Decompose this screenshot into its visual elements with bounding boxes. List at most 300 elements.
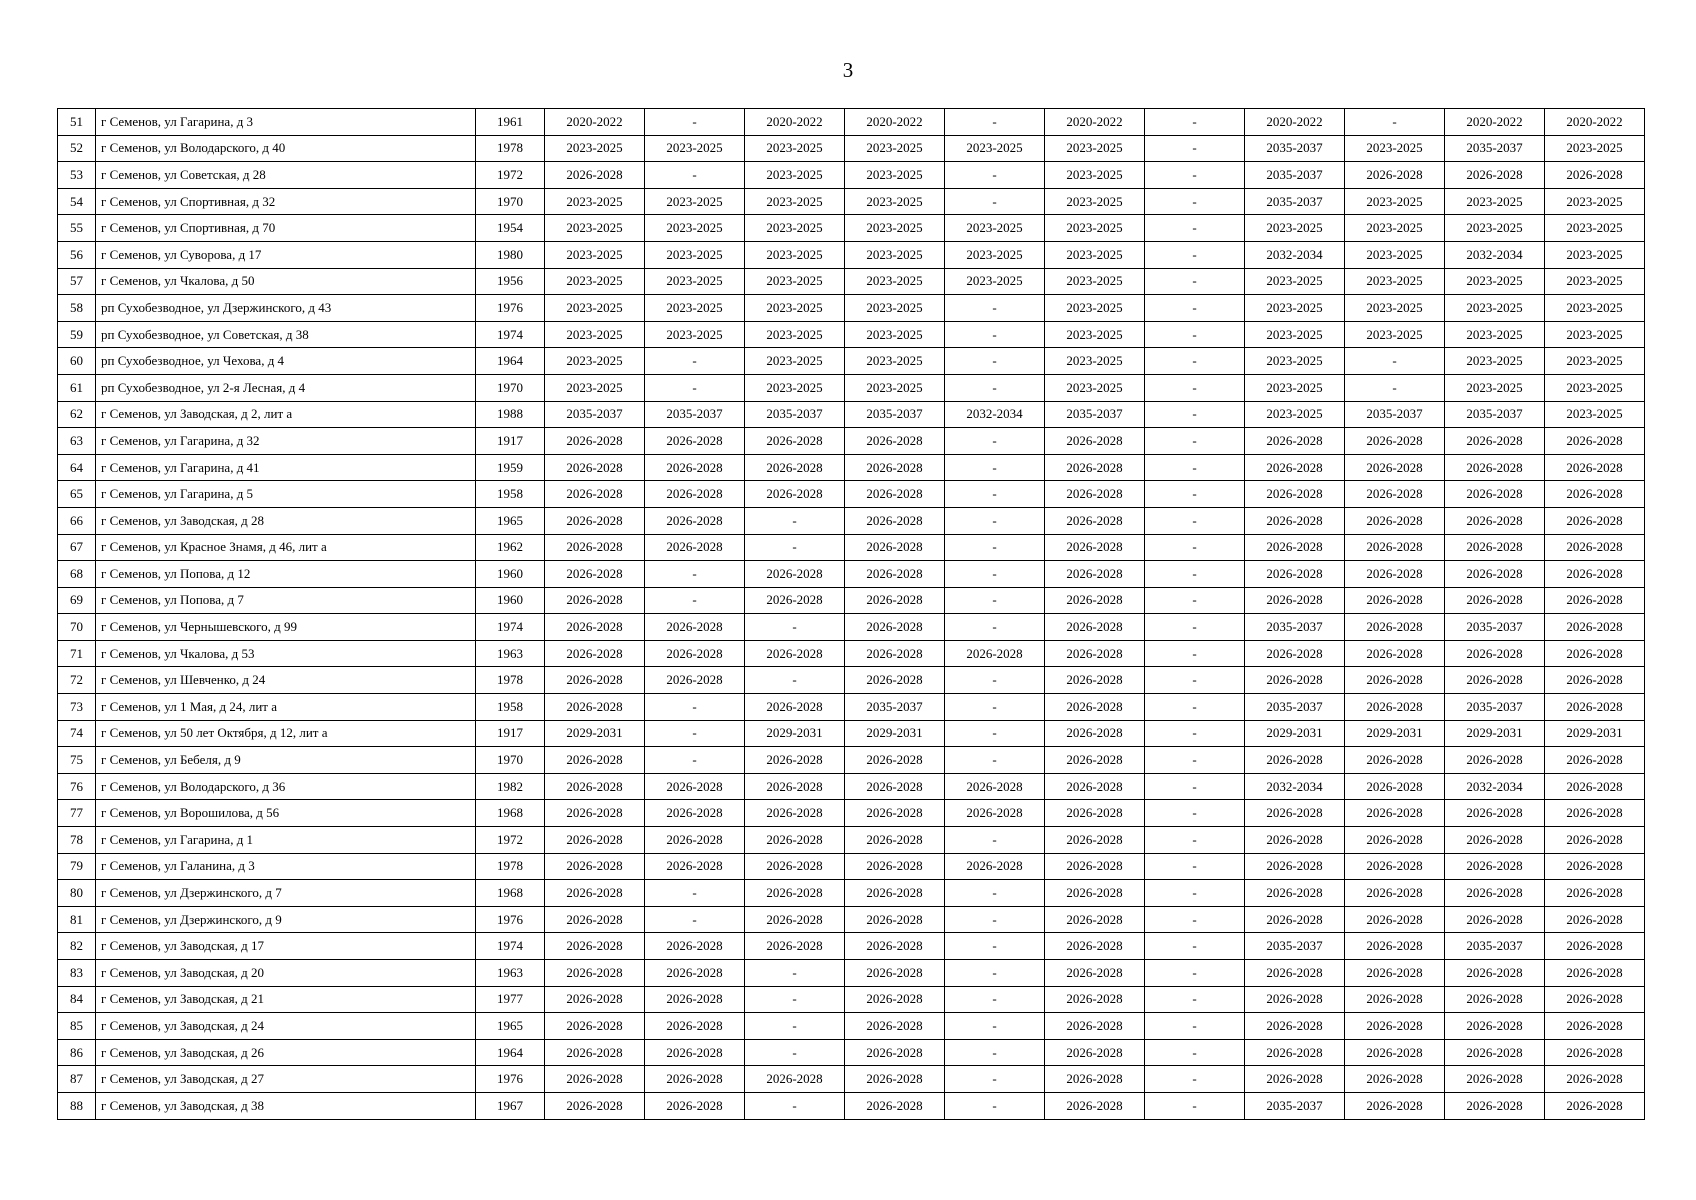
period-cell-2: 2026-2028 [645, 853, 745, 880]
period-cell-9: 2026-2028 [1345, 694, 1445, 721]
period-cell-3: 2020-2022 [745, 109, 845, 136]
period-cell-8: 2023-2025 [1245, 295, 1345, 322]
table-body [58, 109, 1645, 1120]
period-cell-5: - [945, 162, 1045, 189]
period-cell-11: 2026-2028 [1545, 773, 1645, 800]
period-cell-7: - [1145, 534, 1245, 561]
table-row [58, 295, 1645, 322]
period-cell-1: 2026-2028 [545, 162, 645, 189]
schedule-table [57, 108, 1645, 1120]
row-number-cell: 53 [58, 162, 96, 189]
period-cell-11: 2023-2025 [1545, 348, 1645, 375]
row-number-cell: 80 [58, 880, 96, 907]
period-cell-9: 2026-2028 [1345, 454, 1445, 481]
period-cell-6: 2026-2028 [1045, 667, 1145, 694]
year-cell: 1960 [476, 561, 545, 588]
period-cell-11: 2026-2028 [1545, 428, 1645, 455]
period-cell-3: 2026-2028 [745, 454, 845, 481]
period-cell-4: 2035-2037 [845, 401, 945, 428]
period-cell-1: 2026-2028 [545, 667, 645, 694]
address-cell: г Семенов, ул Дзержинского, д 9 [96, 906, 476, 933]
period-cell-10: 2026-2028 [1445, 534, 1545, 561]
period-cell-10: 2035-2037 [1445, 614, 1545, 641]
row-number-cell: 54 [58, 188, 96, 215]
period-cell-4: 2026-2028 [845, 880, 945, 907]
year-cell: 1976 [476, 906, 545, 933]
period-cell-11: 2023-2025 [1545, 188, 1645, 215]
period-cell-6: 2026-2028 [1045, 454, 1145, 481]
period-cell-5: - [945, 507, 1045, 534]
table-row [58, 215, 1645, 242]
period-cell-2: 2026-2028 [645, 507, 745, 534]
year-cell: 1961 [476, 109, 545, 136]
period-cell-8: 2026-2028 [1245, 1066, 1345, 1093]
period-cell-1: 2026-2028 [545, 534, 645, 561]
address-cell: г Семенов, ул Советская, д 28 [96, 162, 476, 189]
period-cell-7: - [1145, 428, 1245, 455]
period-cell-3: - [745, 1013, 845, 1040]
period-cell-1: 2035-2037 [545, 401, 645, 428]
row-number-cell: 68 [58, 561, 96, 588]
period-cell-9: 2023-2025 [1345, 241, 1445, 268]
period-cell-3: 2026-2028 [745, 747, 845, 774]
period-cell-7: - [1145, 135, 1245, 162]
period-cell-5: - [945, 986, 1045, 1013]
period-cell-7: - [1145, 800, 1245, 827]
period-cell-8: 2026-2028 [1245, 747, 1345, 774]
period-cell-8: 2026-2028 [1245, 587, 1345, 614]
year-cell: 1972 [476, 827, 545, 854]
table-row [58, 268, 1645, 295]
period-cell-11: 2026-2028 [1545, 481, 1645, 508]
period-cell-10: 2029-2031 [1445, 720, 1545, 747]
period-cell-6: 2026-2028 [1045, 614, 1145, 641]
period-cell-8: 2026-2028 [1245, 667, 1345, 694]
period-cell-7: - [1145, 295, 1245, 322]
row-number-cell: 56 [58, 241, 96, 268]
period-cell-8: 2035-2037 [1245, 614, 1345, 641]
address-cell: рп Сухобезводное, ул Дзержинского, д 43 [96, 295, 476, 322]
period-cell-11: 2023-2025 [1545, 135, 1645, 162]
period-cell-5: 2023-2025 [945, 241, 1045, 268]
period-cell-9: 2026-2028 [1345, 561, 1445, 588]
year-cell: 1977 [476, 986, 545, 1013]
period-cell-10: 2035-2037 [1445, 933, 1545, 960]
period-cell-10: 2026-2028 [1445, 587, 1545, 614]
period-cell-11: 2026-2028 [1545, 1039, 1645, 1066]
period-cell-2: 2026-2028 [645, 1092, 745, 1119]
period-cell-8: 2026-2028 [1245, 561, 1345, 588]
period-cell-6: 2026-2028 [1045, 800, 1145, 827]
year-cell: 1958 [476, 694, 545, 721]
period-cell-9: 2026-2028 [1345, 481, 1445, 508]
period-cell-1: 2029-2031 [545, 720, 645, 747]
address-cell: г Семенов, ул Попова, д 7 [96, 587, 476, 614]
period-cell-8: 2026-2028 [1245, 454, 1345, 481]
period-cell-9: 2026-2028 [1345, 933, 1445, 960]
period-cell-10: 2026-2028 [1445, 1092, 1545, 1119]
period-cell-5: - [945, 348, 1045, 375]
year-cell: 1956 [476, 268, 545, 295]
period-cell-8: 2026-2028 [1245, 428, 1345, 455]
period-cell-10: 2026-2028 [1445, 428, 1545, 455]
period-cell-10: 2026-2028 [1445, 906, 1545, 933]
period-cell-9: 2035-2037 [1345, 401, 1445, 428]
row-number-cell: 62 [58, 401, 96, 428]
period-cell-7: - [1145, 694, 1245, 721]
period-cell-8: 2035-2037 [1245, 1092, 1345, 1119]
period-cell-5: - [945, 374, 1045, 401]
period-cell-1: 2023-2025 [545, 135, 645, 162]
period-cell-4: 2026-2028 [845, 614, 945, 641]
row-number-cell: 67 [58, 534, 96, 561]
period-cell-4: 2026-2028 [845, 534, 945, 561]
period-cell-8: 2035-2037 [1245, 933, 1345, 960]
year-cell: 1988 [476, 401, 545, 428]
period-cell-1: 2026-2028 [545, 1039, 645, 1066]
address-cell: г Семенов, ул Гагарина, д 1 [96, 827, 476, 854]
period-cell-5: - [945, 614, 1045, 641]
period-cell-7: - [1145, 667, 1245, 694]
period-cell-10: 2032-2034 [1445, 773, 1545, 800]
period-cell-5: - [945, 1013, 1045, 1040]
period-cell-8: 2029-2031 [1245, 720, 1345, 747]
period-cell-4: 2026-2028 [845, 640, 945, 667]
table-row [58, 561, 1645, 588]
period-cell-5: - [945, 827, 1045, 854]
period-cell-8: 2023-2025 [1245, 215, 1345, 242]
year-cell: 1954 [476, 215, 545, 242]
address-cell: г Семенов, ул Заводская, д 17 [96, 933, 476, 960]
period-cell-10: 2026-2028 [1445, 960, 1545, 987]
period-cell-9: 2026-2028 [1345, 853, 1445, 880]
table-row [58, 667, 1645, 694]
period-cell-11: 2026-2028 [1545, 827, 1645, 854]
row-number-cell: 71 [58, 640, 96, 667]
period-cell-10: 2026-2028 [1445, 507, 1545, 534]
table-row [58, 773, 1645, 800]
period-cell-11: 2026-2028 [1545, 1092, 1645, 1119]
period-cell-3: 2026-2028 [745, 880, 845, 907]
period-cell-5: - [945, 321, 1045, 348]
period-cell-11: 2026-2028 [1545, 1013, 1645, 1040]
period-cell-10: 2026-2028 [1445, 561, 1545, 588]
period-cell-3: 2026-2028 [745, 827, 845, 854]
period-cell-10: 2035-2037 [1445, 401, 1545, 428]
period-cell-2: 2026-2028 [645, 773, 745, 800]
period-cell-9: 2026-2028 [1345, 667, 1445, 694]
period-cell-3: 2026-2028 [745, 933, 845, 960]
table-row [58, 853, 1645, 880]
period-cell-2: 2023-2025 [645, 241, 745, 268]
period-cell-3: - [745, 507, 845, 534]
period-cell-5: 2026-2028 [945, 773, 1045, 800]
period-cell-8: 2026-2028 [1245, 827, 1345, 854]
row-number-cell: 72 [58, 667, 96, 694]
table-row [58, 188, 1645, 215]
address-cell: г Семенов, ул Ворошилова, д 56 [96, 800, 476, 827]
year-cell: 1968 [476, 800, 545, 827]
table-row [58, 1066, 1645, 1093]
period-cell-6: 2026-2028 [1045, 587, 1145, 614]
period-cell-4: 2023-2025 [845, 348, 945, 375]
period-cell-2: 2023-2025 [645, 215, 745, 242]
period-cell-1: 2026-2028 [545, 933, 645, 960]
period-cell-3: - [745, 614, 845, 641]
period-cell-4: 2026-2028 [845, 960, 945, 987]
period-cell-11: 2026-2028 [1545, 960, 1645, 987]
period-cell-7: - [1145, 880, 1245, 907]
period-cell-10: 2023-2025 [1445, 295, 1545, 322]
period-cell-2: 2023-2025 [645, 268, 745, 295]
period-cell-2: 2026-2028 [645, 481, 745, 508]
address-cell: г Семенов, ул Заводская, д 26 [96, 1039, 476, 1066]
period-cell-3: 2023-2025 [745, 295, 845, 322]
period-cell-6: 2026-2028 [1045, 906, 1145, 933]
period-cell-2: - [645, 694, 745, 721]
period-cell-3: 2026-2028 [745, 906, 845, 933]
period-cell-6: 2026-2028 [1045, 561, 1145, 588]
address-cell: г Семенов, ул Гагарина, д 3 [96, 109, 476, 136]
table-row [58, 906, 1645, 933]
period-cell-3: - [745, 534, 845, 561]
year-cell: 1967 [476, 1092, 545, 1119]
period-cell-5: 2026-2028 [945, 640, 1045, 667]
period-cell-2: - [645, 162, 745, 189]
period-cell-4: 2020-2022 [845, 109, 945, 136]
period-cell-1: 2023-2025 [545, 321, 645, 348]
period-cell-6: 2023-2025 [1045, 321, 1145, 348]
year-cell: 1978 [476, 853, 545, 880]
period-cell-3: 2026-2028 [745, 773, 845, 800]
period-cell-8: 2035-2037 [1245, 188, 1345, 215]
period-cell-11: 2026-2028 [1545, 694, 1645, 721]
period-cell-2: 2026-2028 [645, 614, 745, 641]
period-cell-11: 2026-2028 [1545, 507, 1645, 534]
period-cell-5: 2023-2025 [945, 215, 1045, 242]
period-cell-11: 2026-2028 [1545, 906, 1645, 933]
period-cell-1: 2026-2028 [545, 960, 645, 987]
row-number-cell: 61 [58, 374, 96, 401]
period-cell-7: - [1145, 587, 1245, 614]
period-cell-7: - [1145, 241, 1245, 268]
row-number-cell: 85 [58, 1013, 96, 1040]
year-cell: 1917 [476, 720, 545, 747]
period-cell-9: - [1345, 348, 1445, 375]
period-cell-10: 2035-2037 [1445, 135, 1545, 162]
address-cell: г Семенов, ул 1 Мая, д 24, лит а [96, 694, 476, 721]
period-cell-6: 2020-2022 [1045, 109, 1145, 136]
period-cell-4: 2026-2028 [845, 853, 945, 880]
period-cell-5: - [945, 454, 1045, 481]
period-cell-11: 2023-2025 [1545, 295, 1645, 322]
period-cell-1: 2023-2025 [545, 295, 645, 322]
period-cell-9: 2026-2028 [1345, 880, 1445, 907]
period-cell-7: - [1145, 109, 1245, 136]
period-cell-1: 2026-2028 [545, 986, 645, 1013]
period-cell-5: - [945, 1066, 1045, 1093]
address-cell: рп Сухобезводное, ул 2-я Лесная, д 4 [96, 374, 476, 401]
period-cell-9: 2026-2028 [1345, 773, 1445, 800]
period-cell-5: - [945, 1092, 1045, 1119]
period-cell-9: 2026-2028 [1345, 507, 1445, 534]
period-cell-10: 2023-2025 [1445, 268, 1545, 295]
period-cell-3: 2023-2025 [745, 215, 845, 242]
period-cell-7: - [1145, 321, 1245, 348]
row-number-cell: 76 [58, 773, 96, 800]
period-cell-9: 2023-2025 [1345, 321, 1445, 348]
table-row [58, 986, 1645, 1013]
table-row [58, 241, 1645, 268]
period-cell-1: 2023-2025 [545, 348, 645, 375]
table-row [58, 960, 1645, 987]
period-cell-9: 2023-2025 [1345, 295, 1445, 322]
period-cell-3: 2035-2037 [745, 401, 845, 428]
table-row [58, 800, 1645, 827]
period-cell-6: 2026-2028 [1045, 880, 1145, 907]
period-cell-3: 2026-2028 [745, 1066, 845, 1093]
period-cell-4: 2026-2028 [845, 747, 945, 774]
table-row [58, 534, 1645, 561]
period-cell-3: 2023-2025 [745, 241, 845, 268]
period-cell-4: 2023-2025 [845, 241, 945, 268]
period-cell-10: 2032-2034 [1445, 241, 1545, 268]
table-row [58, 374, 1645, 401]
period-cell-6: 2023-2025 [1045, 268, 1145, 295]
period-cell-3: 2026-2028 [745, 481, 845, 508]
period-cell-5: 2023-2025 [945, 268, 1045, 295]
address-cell: г Семенов, ул Попова, д 12 [96, 561, 476, 588]
period-cell-9: 2026-2028 [1345, 614, 1445, 641]
period-cell-6: 2026-2028 [1045, 1013, 1145, 1040]
period-cell-8: 2026-2028 [1245, 534, 1345, 561]
period-cell-10: 2026-2028 [1445, 481, 1545, 508]
row-number-cell: 74 [58, 720, 96, 747]
period-cell-10: 2026-2028 [1445, 1066, 1545, 1093]
address-cell: г Семенов, ул Гагарина, д 32 [96, 428, 476, 455]
row-number-cell: 63 [58, 428, 96, 455]
row-number-cell: 70 [58, 614, 96, 641]
period-cell-10: 2026-2028 [1445, 1013, 1545, 1040]
address-cell: г Семенов, ул Заводская, д 20 [96, 960, 476, 987]
table-row [58, 321, 1645, 348]
period-cell-11: 2023-2025 [1545, 401, 1645, 428]
year-cell: 1962 [476, 534, 545, 561]
period-cell-9: 2026-2028 [1345, 428, 1445, 455]
period-cell-8: 2023-2025 [1245, 348, 1345, 375]
period-cell-7: - [1145, 1013, 1245, 1040]
year-cell: 1959 [476, 454, 545, 481]
period-cell-7: - [1145, 827, 1245, 854]
period-cell-11: 2026-2028 [1545, 986, 1645, 1013]
period-cell-7: - [1145, 773, 1245, 800]
period-cell-3: 2023-2025 [745, 135, 845, 162]
address-cell: г Семенов, ул Заводская, д 28 [96, 507, 476, 534]
row-number-cell: 57 [58, 268, 96, 295]
period-cell-11: 2023-2025 [1545, 321, 1645, 348]
period-cell-11: 2026-2028 [1545, 162, 1645, 189]
year-cell: 1964 [476, 348, 545, 375]
period-cell-4: 2026-2028 [845, 773, 945, 800]
year-cell: 1976 [476, 295, 545, 322]
row-number-cell: 88 [58, 1092, 96, 1119]
address-cell: г Семенов, ул Чкалова, д 53 [96, 640, 476, 667]
period-cell-4: 2026-2028 [845, 800, 945, 827]
period-cell-6: 2023-2025 [1045, 215, 1145, 242]
period-cell-7: - [1145, 374, 1245, 401]
address-cell: г Семенов, ул 50 лет Октября, д 12, лит а [96, 720, 476, 747]
period-cell-3: - [745, 1092, 845, 1119]
period-cell-7: - [1145, 188, 1245, 215]
period-cell-7: - [1145, 481, 1245, 508]
period-cell-2: - [645, 374, 745, 401]
period-cell-6: 2026-2028 [1045, 507, 1145, 534]
year-cell: 1963 [476, 640, 545, 667]
period-cell-7: - [1145, 906, 1245, 933]
period-cell-4: 2026-2028 [845, 986, 945, 1013]
address-cell: г Семенов, ул Заводская, д 38 [96, 1092, 476, 1119]
period-cell-5: - [945, 188, 1045, 215]
period-cell-8: 2026-2028 [1245, 800, 1345, 827]
period-cell-5: - [945, 109, 1045, 136]
period-cell-8: 2026-2028 [1245, 986, 1345, 1013]
year-cell: 1970 [476, 747, 545, 774]
period-cell-11: 2023-2025 [1545, 241, 1645, 268]
period-cell-2: - [645, 880, 745, 907]
address-cell: г Семенов, ул Гагарина, д 5 [96, 481, 476, 508]
period-cell-5: 2023-2025 [945, 135, 1045, 162]
period-cell-11: 2026-2028 [1545, 933, 1645, 960]
period-cell-8: 2035-2037 [1245, 694, 1345, 721]
period-cell-1: 2026-2028 [545, 507, 645, 534]
period-cell-9: - [1345, 109, 1445, 136]
period-cell-6: 2026-2028 [1045, 428, 1145, 455]
period-cell-11: 2029-2031 [1545, 720, 1645, 747]
address-cell: г Семенов, ул Заводская, д 24 [96, 1013, 476, 1040]
row-number-cell: 64 [58, 454, 96, 481]
period-cell-4: 2026-2028 [845, 827, 945, 854]
table-row [58, 640, 1645, 667]
table-row [58, 720, 1645, 747]
period-cell-4: 2026-2028 [845, 1013, 945, 1040]
period-cell-11: 2026-2028 [1545, 747, 1645, 774]
period-cell-11: 2023-2025 [1545, 374, 1645, 401]
period-cell-7: - [1145, 747, 1245, 774]
period-cell-9: 2026-2028 [1345, 960, 1445, 987]
period-cell-3: 2023-2025 [745, 374, 845, 401]
period-cell-1: 2020-2022 [545, 109, 645, 136]
period-cell-4: 2026-2028 [845, 481, 945, 508]
year-cell: 1982 [476, 773, 545, 800]
period-cell-10: 2026-2028 [1445, 853, 1545, 880]
period-cell-1: 2026-2028 [545, 800, 645, 827]
period-cell-1: 2026-2028 [545, 1066, 645, 1093]
period-cell-1: 2026-2028 [545, 853, 645, 880]
period-cell-9: 2026-2028 [1345, 1066, 1445, 1093]
period-cell-7: - [1145, 268, 1245, 295]
period-cell-5: 2026-2028 [945, 853, 1045, 880]
period-cell-8: 2026-2028 [1245, 1013, 1345, 1040]
period-cell-1: 2023-2025 [545, 241, 645, 268]
period-cell-9: 2026-2028 [1345, 1092, 1445, 1119]
table-row [58, 109, 1645, 136]
period-cell-2: 2023-2025 [645, 295, 745, 322]
row-number-cell: 66 [58, 507, 96, 534]
period-cell-4: 2026-2028 [845, 428, 945, 455]
row-number-cell: 84 [58, 986, 96, 1013]
period-cell-9: 2026-2028 [1345, 1039, 1445, 1066]
row-number-cell: 52 [58, 135, 96, 162]
